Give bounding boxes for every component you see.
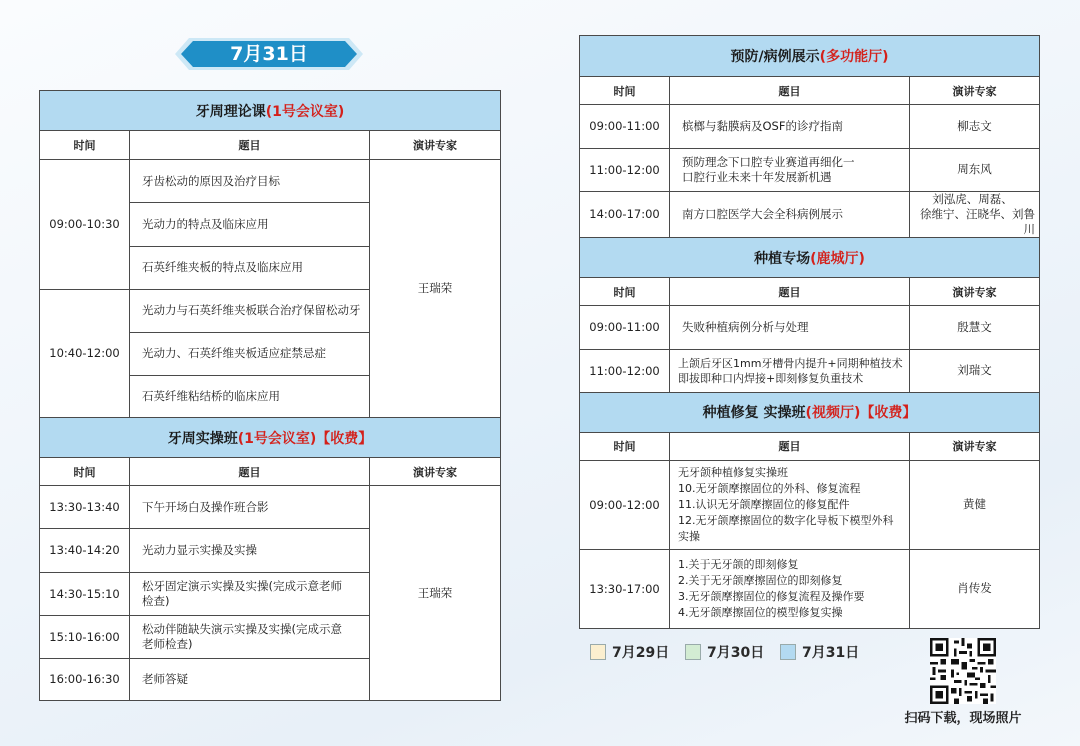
time-cell: 09:00-11:00 [580,306,670,349]
topic-cell [670,349,910,392]
topic-line: 2.关于无牙颌摩擦固位的即刻修复 [678,573,843,587]
col-header-time: 时间 [40,458,130,486]
time-cell: 16:00-16:30 [40,658,130,700]
section-title [40,91,501,131]
section-title-text: 牙周实操班 [167,430,238,447]
topic-cell [130,486,370,529]
topic-cell: 石英纤维夹板的特点及临床应用 [130,246,370,289]
topic-line: 11.认识无牙颌摩擦固位的修复配件 [678,497,850,511]
time-cell: 09:00-10:30 [40,160,130,289]
speaker-cell: 王瑞荣 [370,160,501,418]
section-venue: (多功能厅) [819,49,889,66]
col-header-speaker: 演讲专家 [910,278,1040,306]
col-header-speaker: 演讲专家 [910,77,1040,105]
topic-cell [670,306,910,349]
speaker-line: 周东风 [957,162,992,177]
topic-cell [670,461,910,549]
section-venue: (1号会议室)【收费】 [237,430,373,447]
legend-label: 7月30日 [707,645,765,661]
topic-line: 3.无牙颌摩擦固位的修复流程及操作要 [678,589,865,603]
speaker-cell [910,148,1040,191]
col-header-topic: 题目 [130,131,370,160]
topic-line: 1.关于无牙颌的即刻修复 [678,557,799,571]
col-header-speaker: 演讲专家 [370,131,501,160]
time-cell: 14:30-15:10 [40,572,130,615]
col-header-topic: 题目 [130,458,370,486]
topic-cell: 牙齿松动的原因及治疗目标 [130,160,370,203]
topic-line: 检查) [142,593,170,608]
time-cell: 11:00-12:00 [580,148,670,191]
speaker-line: 黄健 [963,497,986,512]
qr-code-icon[interactable] [930,638,996,704]
legend-item-0729 [590,643,669,663]
qr-caption: 扫码下载，现场照片 [904,711,1022,726]
time-cell: 14:00-17:00 [580,191,670,237]
topic-line: 失败种植病例分析与处理 [682,319,809,334]
topic-line: 无牙颌种植修复实操班 [678,465,788,479]
speaker-line: 刘瑞文 [957,363,992,378]
col-header-topic: 题目 [670,278,910,306]
topic-cell: 光动力与石英纤维夹板联合治疗保留松动牙 [130,289,370,332]
section-title [580,36,1040,77]
legend-label: 7月31日 [802,645,860,661]
speaker-cell [910,549,1040,629]
speaker-line: 殷慧文 [957,319,992,334]
speaker-cell [910,306,1040,349]
topic-line: 口腔行业未来十年发展新机遇 [682,169,832,184]
section-title-text: 种植专场 [754,250,811,267]
implant-schedule-table [579,35,1040,629]
legend-item-0731 [780,643,859,663]
col-header-time: 时间 [580,77,670,105]
topic-line: 12.无牙颌摩擦固位的数字化导板下模型外科 [678,513,894,527]
topic-line: 光动力显示实操及实操 [142,542,257,557]
topic-cell [130,529,370,572]
speaker-line: 柳志文 [957,118,992,133]
col-header-topic: 题目 [670,77,910,105]
speaker-line: 徐维宁、汪晓华、刘鲁川 [920,206,1036,236]
speaker-cell [910,349,1040,392]
topic-line: 老师答疑 [142,671,188,686]
section-title-text: 种植修复 实操班 [702,405,806,422]
speaker-line: 刘泓虎、周磊、 [932,191,1013,206]
legend-item-0730 [685,643,764,663]
speaker-line: 肖传发 [957,581,992,596]
time-cell: 10:40-12:00 [40,289,130,417]
topic-cell [670,191,910,237]
topic-line: 4.无牙颌摩擦固位的模型修复实操 [678,605,843,619]
speaker-cell [910,105,1040,148]
time-cell: 09:00-11:00 [580,105,670,148]
periodontal-schedule-table [39,90,501,701]
topic-cell [670,105,910,148]
topic-cell: 光动力、石英纤维夹板适应症禁忌症 [130,332,370,375]
col-header-speaker: 演讲专家 [910,432,1040,460]
speaker-cell: 王瑞荣 [370,486,501,701]
date-banner [175,38,363,70]
topic-cell: 光动力的特点及临床应用 [130,203,370,246]
legend-swatch [590,644,606,660]
time-cell: 13:40-14:20 [40,529,130,572]
section-venue: (鹿城厅) [810,250,865,267]
topic-line: 槟榔与黏膜病及OSF的诊疗指南 [682,118,843,133]
date-banner-text: 7月31日 [230,43,308,65]
topic-line: 预防理念下口腔专业赛道再细化一 [682,154,855,169]
time-cell: 11:00-12:00 [580,349,670,392]
speaker-cell [910,191,1040,237]
section-title [580,237,1040,277]
col-header-topic: 题目 [670,432,910,460]
col-header-time: 时间 [40,131,130,160]
legend-swatch [780,644,796,660]
topic-cell [670,549,910,629]
col-header-speaker: 演讲专家 [370,458,501,486]
time-cell: 13:30-13:40 [40,486,130,529]
topic-cell [130,615,370,658]
topic-line: 实操 [678,529,700,543]
topic-line: 松牙固定演示实操及实操(完成示意老师 [142,578,342,593]
speaker-cell [910,461,1040,549]
topic-line: 南方口腔医学大会全科病例展示 [682,206,843,221]
topic-cell [130,658,370,700]
topic-cell [670,148,910,191]
topic-line: 10.无牙颌摩擦固位的外科、修复流程 [678,481,861,495]
legend-label: 7月29日 [612,645,670,661]
topic-line: 下午开场白及操作班合影 [142,499,269,514]
section-title [580,392,1040,432]
topic-cell: 石英纤维粘结桥的临床应用 [130,375,370,417]
topic-line: 老师检查) [142,636,193,651]
topic-line: 即拔即种口内焊接+即刻修复负重技术 [678,371,864,385]
section-title-text: 预防/病例展示 [730,49,820,66]
col-header-time: 时间 [580,432,670,460]
topic-cell [130,572,370,615]
topic-line: 上颌后牙区1mm牙槽骨内提升+同期种植技术 [678,356,903,370]
col-header-time: 时间 [580,278,670,306]
topic-line: 松动伴随缺失演示实操及实操(完成示意 [142,621,342,636]
time-cell: 15:10-16:00 [40,615,130,658]
section-venue: (1号会议室) [265,103,345,120]
section-title-text: 牙周理论课 [195,103,266,120]
time-cell: 13:30-17:00 [580,549,670,629]
section-venue: (视频厅)【收费】 [805,405,917,422]
legend-swatch [685,644,701,660]
section-title [40,418,501,458]
time-cell: 09:00-12:00 [580,461,670,549]
